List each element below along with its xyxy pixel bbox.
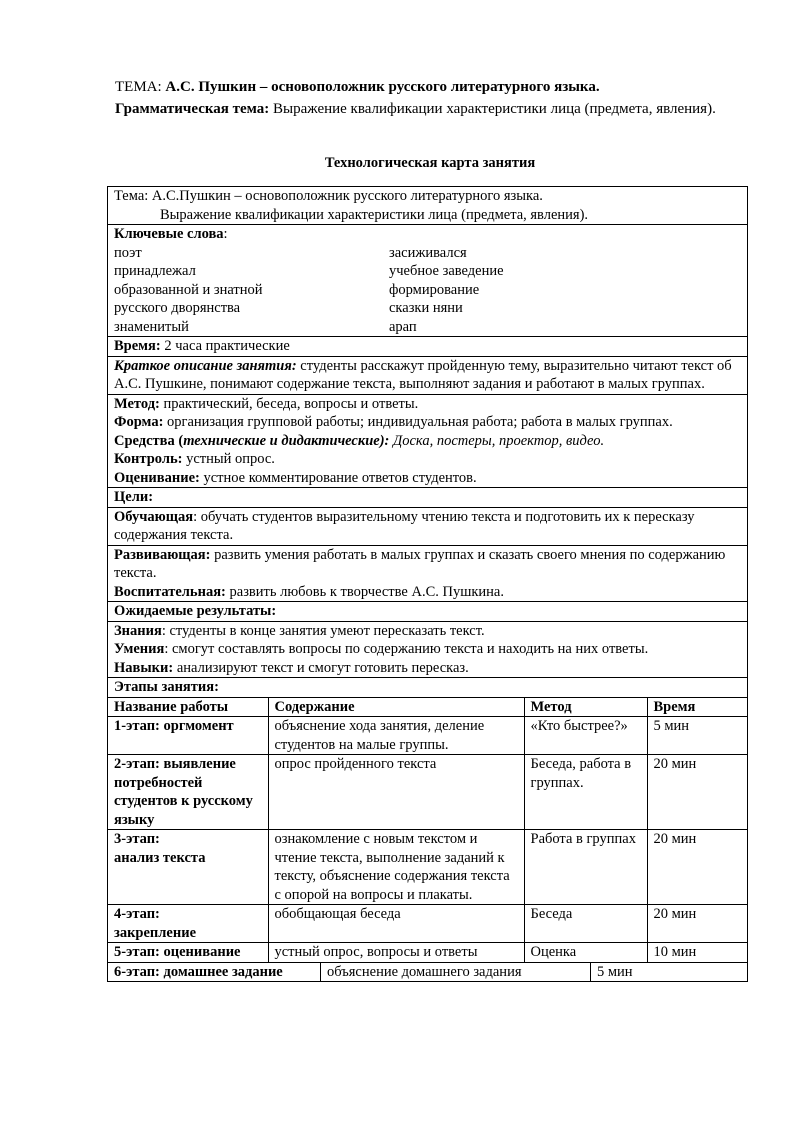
time-value: 2 часа практические	[160, 338, 290, 354]
keyword: знаменитый	[114, 318, 189, 335]
stage-time: 5 мин	[647, 717, 747, 755]
time-block	[108, 337, 747, 357]
keyword: образованной и знатной	[114, 281, 263, 298]
last-stage-row	[108, 962, 747, 982]
stage-method: Беседа, работа в группах.	[524, 755, 647, 830]
skill-label: Умения	[114, 641, 165, 657]
theme-label: ТЕМА:	[115, 79, 162, 95]
stage-content: устный опрос, вопросы и ответы	[268, 943, 524, 962]
keyword: поэт	[114, 244, 142, 261]
means-value: Доска, постеры, проектор, видео.	[389, 432, 605, 449]
stage-content: обобщающая беседа	[268, 905, 524, 943]
keywords-block	[108, 225, 747, 337]
stage-method: «Кто быстрее?»	[524, 717, 647, 755]
keyword: сказки няни	[389, 300, 463, 316]
dev-value: развить умения работать в малых группах и сказать своего мнения по содержанию текста.	[114, 546, 726, 581]
control-value: устный опрос.	[182, 451, 275, 467]
skill-value: : смогут составлять вопросы по содержанию текста и находить на них ответы.	[164, 641, 649, 657]
stage-name: 1-этап: оргмомент	[108, 717, 268, 755]
assess-value: устное комментирование ответов студентов.	[199, 469, 477, 486]
stage-time: 20 мин	[647, 830, 747, 905]
method-value: практический, беседа, вопросы и ответы.	[159, 395, 419, 412]
keyword: формирование	[389, 281, 480, 298]
stage-content: ознакомление с новым текстом и чтение текста, выполнение заданий к тексту, объяснение содержания текста с опорой на вопросы и плакаты.	[268, 830, 524, 905]
form-label: Форма:	[114, 414, 164, 430]
keyword: учебное заведение	[389, 263, 504, 279]
stage-time: 20 мин	[647, 905, 747, 943]
dev-label: Развивающая:	[114, 546, 211, 563]
edu-value: развить любовь к творчестве А.С. Пушкина.	[225, 583, 504, 600]
description-label: Краткое описание занятия:	[114, 357, 297, 374]
stage-name: 5-этап: оценивание	[108, 943, 268, 962]
keywords-colon: :	[223, 226, 228, 242]
column-header: Метод	[524, 698, 647, 717]
column-header: Название работы	[108, 698, 268, 717]
stage-content: опрос пройденного текста	[268, 755, 524, 830]
grammar-theme	[115, 98, 755, 120]
means-italic: технические и дидактические):	[183, 432, 390, 449]
description-block	[108, 357, 747, 395]
method-block	[108, 395, 747, 489]
stages-label: Этапы занятия:	[108, 678, 747, 698]
stage-content: объяснение хода занятия, деление студентов на малые группы.	[268, 717, 524, 755]
table-row	[108, 717, 747, 755]
theme-block-line1: Тема: А.С.Пушкин – основоположник русского литературного языка.	[114, 188, 543, 204]
stage-method: Оценка	[524, 943, 647, 962]
column-header: Содержание	[268, 698, 524, 717]
stage-method: Работа в группах	[524, 830, 647, 905]
stage-method: Беседа	[524, 905, 647, 943]
theme-block	[108, 187, 747, 225]
stages-table	[108, 698, 747, 962]
method-label: Метод:	[114, 395, 160, 412]
know-value: : студенты в конце занятия умеют пересказать текст.	[161, 622, 485, 639]
teach-value: : обучать студентов выразительному чтению текста и подготовить их к пересказу содержания текста.	[114, 508, 695, 543]
stage-time: 5 мин	[597, 963, 633, 980]
results-label: Ожидаемые результаты:	[108, 602, 747, 622]
theme-text: А.С. Пушкин – основоположник русского литературного языка.	[165, 79, 600, 95]
stage-time: 20 мин	[647, 755, 747, 830]
keyword: арап	[389, 318, 417, 335]
goals-label: Цели:	[108, 488, 747, 508]
habit-value: анализируют текст и смогут готовить пересказ.	[173, 659, 469, 676]
goal-teaching	[108, 508, 747, 546]
table-row	[108, 830, 747, 905]
card-title: Технологическая карта занятия	[324, 155, 536, 171]
goal-developing	[108, 546, 747, 603]
description-value: студенты расскажут пройденную тему, выразительно читают текст об А.С. Пушкине, понимают содержание текста, выполняют задания и работают в малых группах.	[114, 357, 732, 392]
stage-name: 6-этап: домашнее задание	[108, 963, 321, 982]
keyword: принадлежал	[114, 263, 196, 279]
grammar-text: Выражение квалификации характеристики лица (предмета, явления).	[273, 101, 716, 117]
form-value: организация групповой работы; индивидуальная работа; работа в малых группах.	[163, 414, 673, 430]
tech-card-table	[107, 186, 748, 982]
keyword: русского дворянства	[114, 300, 241, 316]
stage-content: объяснение домашнего задания	[321, 963, 591, 982]
keywords-columns	[114, 244, 741, 337]
keywords-label: Ключевые слова	[114, 226, 224, 242]
table-row	[108, 905, 747, 943]
theme-block-line2: Выражение квалификации характеристики лица (предмета, явления).	[160, 206, 589, 223]
theme-line	[115, 76, 755, 98]
stage-name: 3-этап: анализ текста	[108, 830, 268, 905]
stages-header-row	[108, 698, 747, 717]
means-label: Средства (	[114, 432, 184, 449]
know-label: Знания	[114, 622, 162, 639]
results-block	[108, 622, 747, 679]
keyword: засиживался	[389, 244, 467, 261]
assess-label: Оценивание:	[114, 469, 200, 486]
stage-name: 2-этап: выявление потребностей студентов к русскому языку	[108, 755, 268, 830]
habit-label: Навыки:	[114, 659, 174, 676]
table-row	[108, 943, 747, 962]
keywords-col2	[389, 244, 504, 337]
stages-table-wrap	[108, 698, 747, 962]
control-label: Контроль:	[114, 451, 183, 467]
time-label: Время:	[114, 338, 161, 354]
edu-label: Воспитательная:	[114, 583, 226, 600]
table-row	[108, 755, 747, 830]
stage-time: 10 мин	[647, 943, 747, 962]
keywords-col1	[114, 244, 389, 337]
grammar-label: Грамматическая тема:	[115, 101, 270, 117]
stage-name: 4-этап: закрепление	[108, 905, 268, 943]
teach-label: Обучающая	[114, 508, 194, 525]
column-header: Время	[647, 698, 747, 717]
